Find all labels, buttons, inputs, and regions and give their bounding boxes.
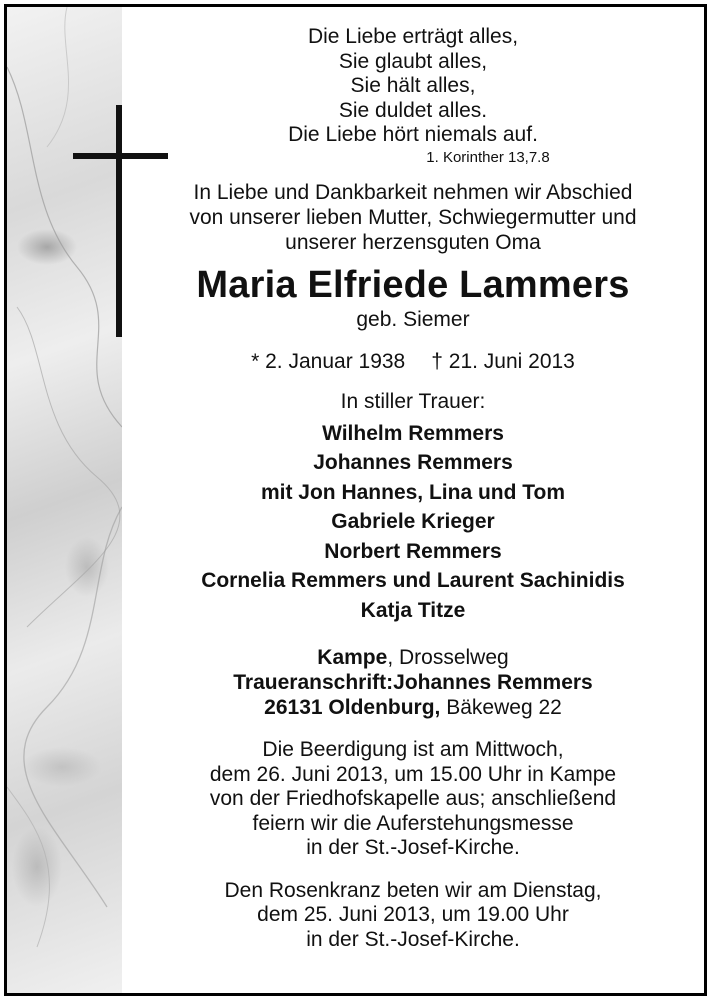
address-line-contact <box>122 670 704 695</box>
rosary-line: dem 25. Juni 2013, um 19.00 Uhr <box>257 903 569 926</box>
address-street: Bäkeweg 22 <box>440 696 562 719</box>
rosary-line: in der St.-Josef-Kirche. <box>306 927 520 951</box>
verse-line: Sie hält alles, <box>350 74 476 97</box>
mourners-label: In stiller Trauer: <box>340 389 486 413</box>
life-dates <box>122 349 704 375</box>
address-city: 26131 Oldenburg, <box>264 696 441 719</box>
mourner-name: Gabriele Krieger <box>331 510 495 533</box>
intro-line: In Liebe und Dankbarkeit nehmen wir Abschied <box>193 180 633 204</box>
verse-line: Die Liebe erträgt alles, <box>307 25 519 48</box>
address-contact: Traueranschrift:Johannes Remmers <box>233 671 593 694</box>
funeral-line: dem 26. Juni 2013, um 15.00 Uhr in Kampe <box>209 762 617 786</box>
address-place: Kampe <box>317 646 388 669</box>
funeral-line: Die Beerdigung ist am Mittwoch, <box>262 738 564 761</box>
address-line-city <box>122 695 704 720</box>
mourner-name: Katja Titze <box>360 598 466 622</box>
verse-line: Die Liebe hört niemals auf. <box>288 123 538 146</box>
verse-reference: 1. Korinther 13,7.8 <box>426 148 550 166</box>
intro-line: von unserer lieben Mutter, Schwiegermutter und <box>189 205 637 229</box>
birth-date: * 2. Januar 1938 <box>251 349 406 373</box>
verse-line: Sie glaubt alles, <box>338 49 488 73</box>
rosary-line: Den Rosenkranz beten wir am Dienstag, <box>224 878 602 902</box>
mourning-address <box>122 645 704 720</box>
deceased-name: Maria Elfriede Lammers <box>196 263 630 306</box>
birth-name: geb. Siemer <box>356 307 470 331</box>
mourner-name: mit Jon Hannes, Lina und Tom <box>260 480 566 504</box>
intro-line: unserer herzensguten Oma <box>285 230 541 254</box>
verse-line: Sie duldet alles. <box>338 98 488 122</box>
mourner-name: Norbert Remmers <box>324 539 502 563</box>
mourner-name: Cornelia Remmers und Laurent Sachinidis <box>201 569 625 592</box>
mourners-list <box>122 419 704 626</box>
bible-verse <box>122 25 704 168</box>
rosary-info <box>122 879 704 953</box>
death-date: † 21. Juni 2013 <box>431 349 575 373</box>
address-line-place <box>122 645 704 670</box>
mourner-name: Wilhelm Remmers <box>322 421 504 445</box>
mourner-name: Johannes Remmers <box>313 451 513 474</box>
farewell-intro <box>122 180 704 255</box>
address-place-street: , Drosselweg <box>387 646 509 669</box>
obituary-frame <box>4 4 707 996</box>
obituary-text <box>122 7 704 952</box>
funeral-info <box>122 738 704 861</box>
funeral-line: in der St.-Josef-Kirche. <box>306 836 520 859</box>
funeral-line: feiern wir die Auferstehungsmesse <box>252 811 574 835</box>
funeral-line: von der Friedhofskapelle aus; anschließend <box>209 787 617 810</box>
